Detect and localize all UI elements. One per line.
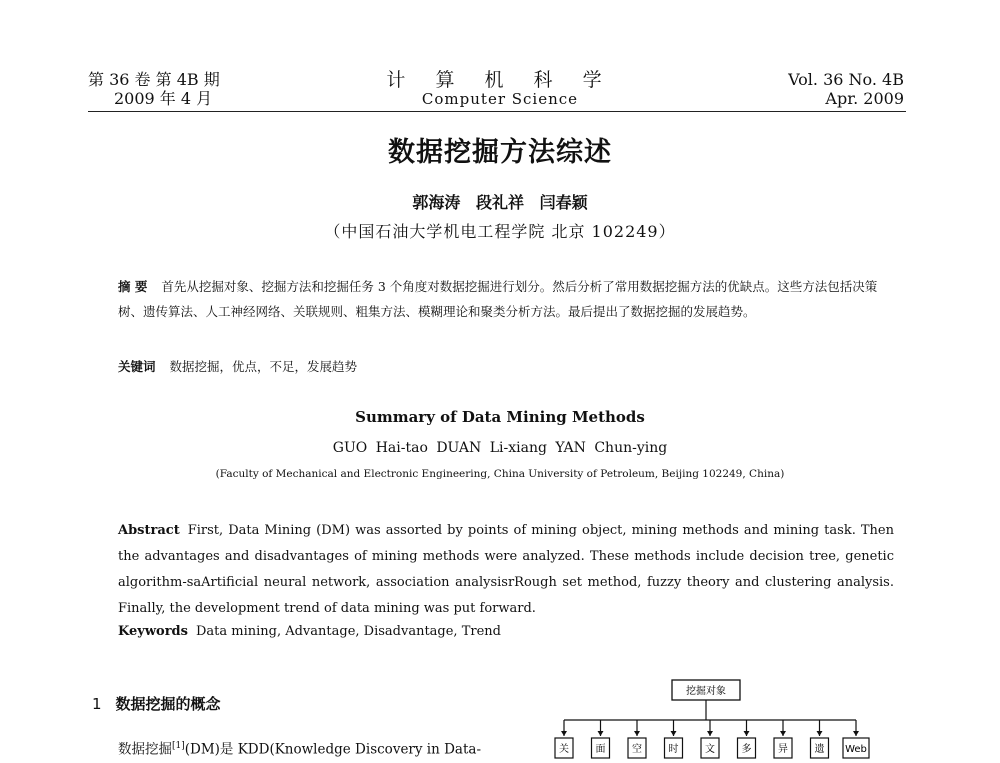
diagram-arrowhead [853,731,859,736]
section-title: 数据挖掘的概念 [115,695,221,713]
diagram-child-label: 关 [559,744,569,755]
diagram-arrowhead [671,731,677,736]
body-text-start: 数据挖掘 [118,741,172,758]
diagram-children [555,720,869,758]
diagram-arrowhead [817,731,823,736]
header-rule [88,111,906,112]
diagram-child-label: 异 [778,744,788,755]
author-list: 郭海涛 段礼祥 闫春颖 [412,193,588,212]
section-body [118,733,510,763]
volume-issue: 第 36 卷 第 4B 期 [88,70,220,89]
diagram-arrowhead [634,731,640,736]
diagram-child-label: 空 [632,744,642,755]
abstract-cn-label: 摘 要 [118,279,148,294]
publication-date-cn: 2009 年 4 月 [114,89,213,108]
abstract-en-text: First, Data Mining (DM) was assorted by points of mining object, mining methods and mining task. Then the advantages and disadvantages of mining methods were analyzed. These methods include decision tree, genetic algorithm-saArtificial neural network, association analysisrRough set method, fuzzy theory and clustering analysis. Finally, the development trend of data mining was put forward. [118,523,894,616]
journal-name-en: Computer Science [421,90,579,108]
abstract-en [118,518,894,622]
diagram-child-label: 多 [741,744,752,755]
journal-name-cn: 计 算 机 科 学 [386,69,614,91]
keywords-en-text: Data mining, Advantage, Disadvantage, Trend [195,624,501,639]
diagram-arrowhead [707,731,713,736]
keywords-en-label: Keywords [118,624,188,639]
volume-issue-en: Vol. 36 No. 4B [788,70,904,89]
affiliation: （中国石油大学机电工程学院 北京 102249） [324,222,676,241]
diagram-arrowhead [598,731,604,736]
diagram-arrowhead [561,731,567,736]
mining-object-diagram [546,678,876,760]
diagram-child-label: 遗 [814,744,825,755]
abstract-cn-text: 首先从挖掘对象、挖掘方法和挖掘任务 3 个角度对数据挖掘进行划分。然后分析了常用数据挖掘方法的优缺点。这些方法包括决策树、遗传算法、人工神经网络、关联规则、粗集方法、模糊理论和聚类分析方法。最后提出了数据挖掘的发展趋势。 [118,279,878,319]
english-authors: GUO Hai-tao DUAN Li-xiang YAN Chun-ying [332,440,668,456]
diagram-arrowhead [780,731,786,736]
diagram-arrowhead [744,731,750,736]
english-affiliation: (Faculty of Mechanical and Electronic Engineering, China University of Petroleum, Beijing 102249, China) [215,468,785,480]
english-title: Summary of Data Mining Methods [355,408,645,426]
keywords-cn-label: 关键词 [118,359,156,374]
diagram-child-label: 面 [595,744,606,755]
journal-volume-info-en [788,70,904,108]
abstract-en-label: Abstract [118,523,180,538]
diagram-child-label: Web [845,744,867,755]
diagram-child-label: 时 [668,744,679,755]
section-heading [92,693,221,714]
abstract-cn [118,274,888,324]
body-text-continued: (DM)是 KDD(Knowledge Discovery in Data- [184,741,482,758]
section-number: 1 [92,695,102,713]
publication-date-en: Apr. 2009 [825,89,904,108]
paper-title: 数据挖掘方法综述 [388,137,612,168]
keywords-en [118,624,501,639]
keywords-cn [118,357,357,375]
keywords-cn-text: 数据挖掘，优点，不足，发展趋势 [169,359,358,374]
diagram-child-label: 文 [705,744,715,755]
diagram-root-label: 挖掘对象 [686,686,726,697]
citation-ref: [1] [172,741,185,751]
